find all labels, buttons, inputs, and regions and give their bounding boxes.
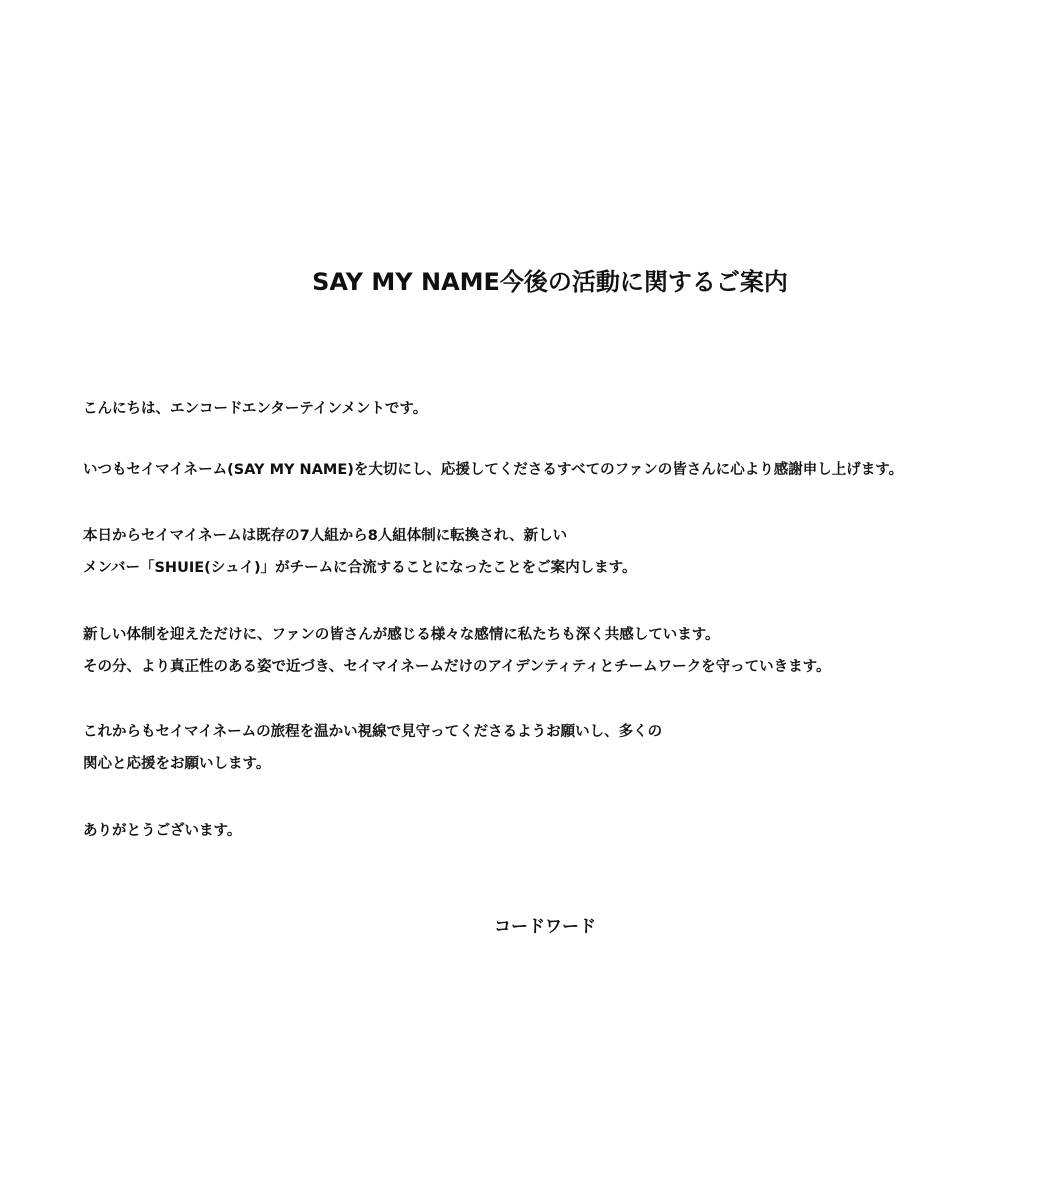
request-line-1: これからもセイマイネームの旅程を温かい視線で見守ってくださるようお願いし、多くの <box>83 724 663 740</box>
empathy-line-2: その分、より真正性のある姿で近づき、セイマイネームだけのアイデンティティとチームワークを守っていきます。 <box>83 659 831 675</box>
thanks-text: いつもセイマイネーム(SAY MY NAME)を大切にし、応援してくださるすべてのファンの皆さんに心より感謝申し上げます。 <box>83 462 904 478</box>
announcement-line-1: 本日からセイマイネームは既存の7人組から8人組体制に転換され、新しい <box>83 528 568 544</box>
signature: コードワード <box>494 917 596 937</box>
notice-title: SAY MY NAME今後の活動に関するご案内 <box>312 268 788 296</box>
greeting-text: こんにちは、エンコードエンターテインメントです。 <box>83 401 428 417</box>
announcement-line-2: メンバー「SHUIE(シュイ)」がチームに合流することになったことをご案内します。 <box>83 560 637 576</box>
closing-text: ありがとうございます。 <box>83 823 242 839</box>
request-line-2: 関心と応援をお願いします。 <box>83 756 271 772</box>
empathy-line-1: 新しい体制を迎えただけに、ファンの皆さんが感じる様々な感情に私たちも深く共感しています。 <box>83 627 720 643</box>
